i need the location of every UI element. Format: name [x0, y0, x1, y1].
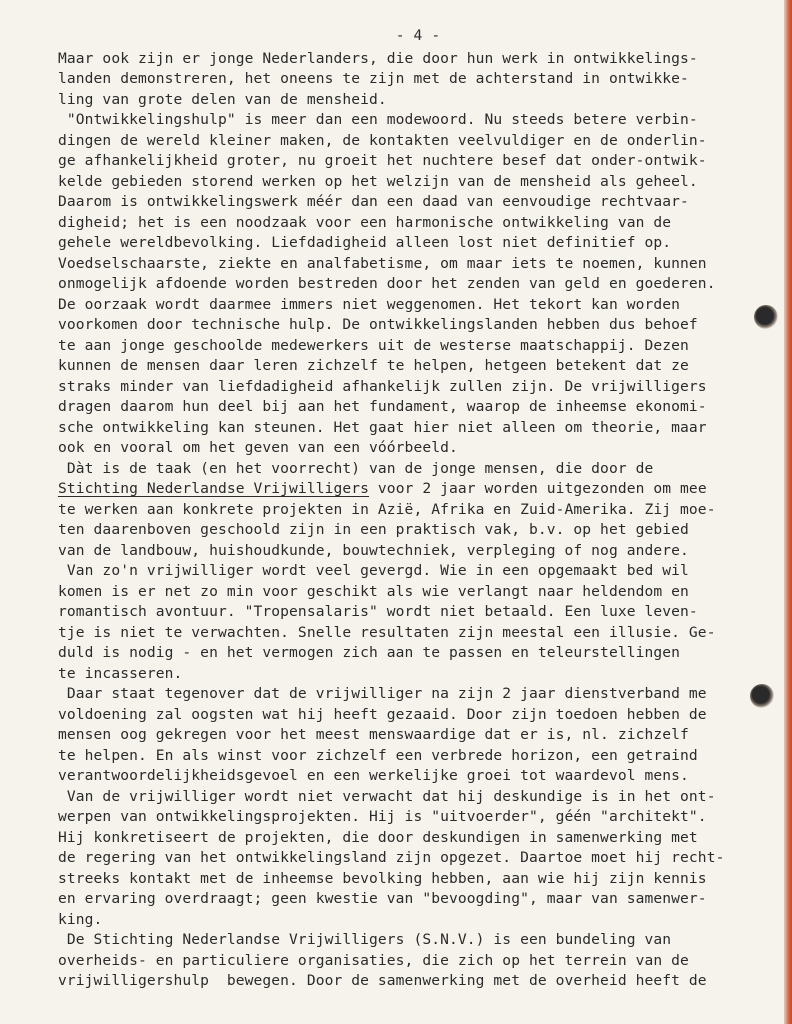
text-line: landen demonstreren, het oneens te zijn met de achterstand in ontwikke-	[58, 70, 689, 87]
text-line: ook en vooral om het geven van een vóórbeeld.	[58, 439, 458, 456]
text-line: overheids- en particuliere organisaties, die zich op het terrein van de	[58, 951, 689, 969]
text-line: sche ontwikkeling kan steunen. Het gaat hier niet alleen om theorie, maar	[58, 418, 707, 436]
text-line: de regering van het ontwikkelingsland zijn opgezet. Daartoe moet hij recht-	[58, 849, 725, 866]
text-line: te helpen. En als winst voor zichzelf een verbrede horizon, een getraind	[58, 746, 698, 764]
text-line: ten daarenboven geschoold zijn in een praktisch vak, b.v. op het gebied	[58, 521, 689, 538]
text-line: Van zo'n vrijwilliger wordt veel gevergd. Wie in een opgemaakt bed wil	[58, 562, 689, 579]
underlined-organization-name: Stichting Nederlandse Vrijwilligers	[58, 480, 370, 497]
text-line: van de landbouw, huishoudkunde, bouwtechniek, verpleging of nog andere.	[58, 541, 689, 559]
text-line: verantwoordelijkheidsgevoel en een werkelijke groei tot waardevol mens.	[58, 767, 689, 784]
text-line: te aan jonge geschoolde medewerkers uit de westerse maatschappij. Dezen	[58, 336, 689, 354]
page-number: - 4 -	[395, 27, 441, 44]
text-line: Van de vrijwilliger wordt niet verwacht dat hij deskundige is in het ont-	[58, 787, 716, 805]
text-line: tje is niet te verwachten. Snelle resultaten zijn meestal een illusie. Ge-	[58, 623, 716, 641]
text-line: gehele wereldbevolking. Liefdadigheid alleen lost niet definitief op.	[58, 234, 672, 251]
text-line: De Stichting Nederlandse Vrijwilligers (S.N.V.) is een bundeling van	[58, 931, 672, 948]
text-line: Dàt is de taak (en het voorrecht) van de jonge mensen, die door de	[58, 459, 654, 477]
text-line: kelde gebieden storend werken op het welzijn van de mensheid als geheel.	[58, 172, 698, 190]
text-line: komen is er net zo min voor geschikt als wie verlangt naar heldendom en	[58, 582, 689, 600]
text-line: Hij konkretiseert de projekten, die door deskundigen in samenwerking met	[58, 828, 698, 846]
text-line: dingen de wereld kleiner maken, de kontakten veelvuldiger en de onderlin-	[58, 131, 707, 149]
text-line: mensen oog gekregen voor het meest menswaardige dat er is, nl. zichzelf	[58, 726, 689, 743]
text-line: Stichting Nederlandse Vrijwilligers voor 2 jaar worden uitgezonden om mee	[58, 480, 707, 497]
text-line: straks minder van liefdadigheid afhankelijk zullen zijn. De vrijwilligers	[58, 377, 707, 395]
text-line: romantisch avontuur. "Tropensalaris" wordt niet betaald. Een luxe leven-	[58, 603, 698, 620]
text-line: ling van grote delen van de mensheid.	[58, 90, 387, 108]
text-line: king.	[58, 910, 103, 928]
text-line: De oorzaak wordt daarmee immers niet weggenomen. Het tekort kan worden	[58, 295, 681, 313]
text-line: te incasseren.	[58, 664, 183, 682]
text-line: voldoening zal oogsten wat hij heeft gezaaid. Door zijn toedoen hebben de	[58, 705, 707, 723]
text-line: werpen van ontwikkelingsprojekten. Hij is "uitvoerder", géén "architekt".	[58, 808, 707, 825]
text-line: ge afhankelijkheid groter, nu groeit het nuchtere besef dat onder-ontwik-	[58, 152, 707, 169]
text-line: Daar staat tegenover dat de vrijwilliger na zijn 2 jaar dienstverband me	[58, 685, 707, 702]
text-line: duld is nodig - en het vermogen zich aan te passen en teleurstellingen	[58, 644, 681, 661]
page-edge-binding	[784, 0, 792, 1024]
text-line: voorkomen door technische hulp. De ontwikkelingslanden hebben dus behoef	[58, 316, 698, 333]
document-body	[58, 26, 778, 992]
text-line: "Ontwikkelingshulp" is meer dan een modewoord. Nu steeds betere verbin-	[58, 111, 698, 128]
text-line: onmogelijk afdoende worden bestreden door het zenden van geld en goederen.	[58, 275, 716, 292]
text-line: en ervaring overdraagt; geen kwestie van "bevoogding", maar van samenwer-	[58, 890, 707, 907]
text-lines	[58, 49, 778, 992]
text-line: digheid; het is een noodzaak voor een harmonische ontwikkeling van de	[58, 213, 672, 231]
text-line: Voedselschaarste, ziekte en analfabetisme, om maar iets te noemen, kunnen	[58, 254, 707, 272]
text-line: Maar ook zijn er jonge Nederlanders, die door hun werk in ontwikkelings-	[58, 49, 698, 67]
text-line: Daarom is ontwikkelingswerk méér dan een daad van eenvoudige rechtvaar-	[58, 193, 689, 210]
text-line: dragen daarom hun deel bij aan het fundament, waarop de inheemse ekonomi-	[58, 398, 707, 415]
text-line: kunnen de mensen daar leren zichzelf te helpen, hetgeen betekent dat ze	[58, 357, 689, 374]
text-line: te werken aan konkrete projekten in Azië, Afrika en Zuid-Amerika. Zij moe-	[58, 500, 716, 518]
text-line: vrijwilligershulp bewegen. Door de samenwerking met de overheid heeft de	[58, 972, 707, 989]
text-line: streeks kontakt met de inheemse bevolking hebben, aan wie hij zijn kennis	[58, 869, 707, 887]
